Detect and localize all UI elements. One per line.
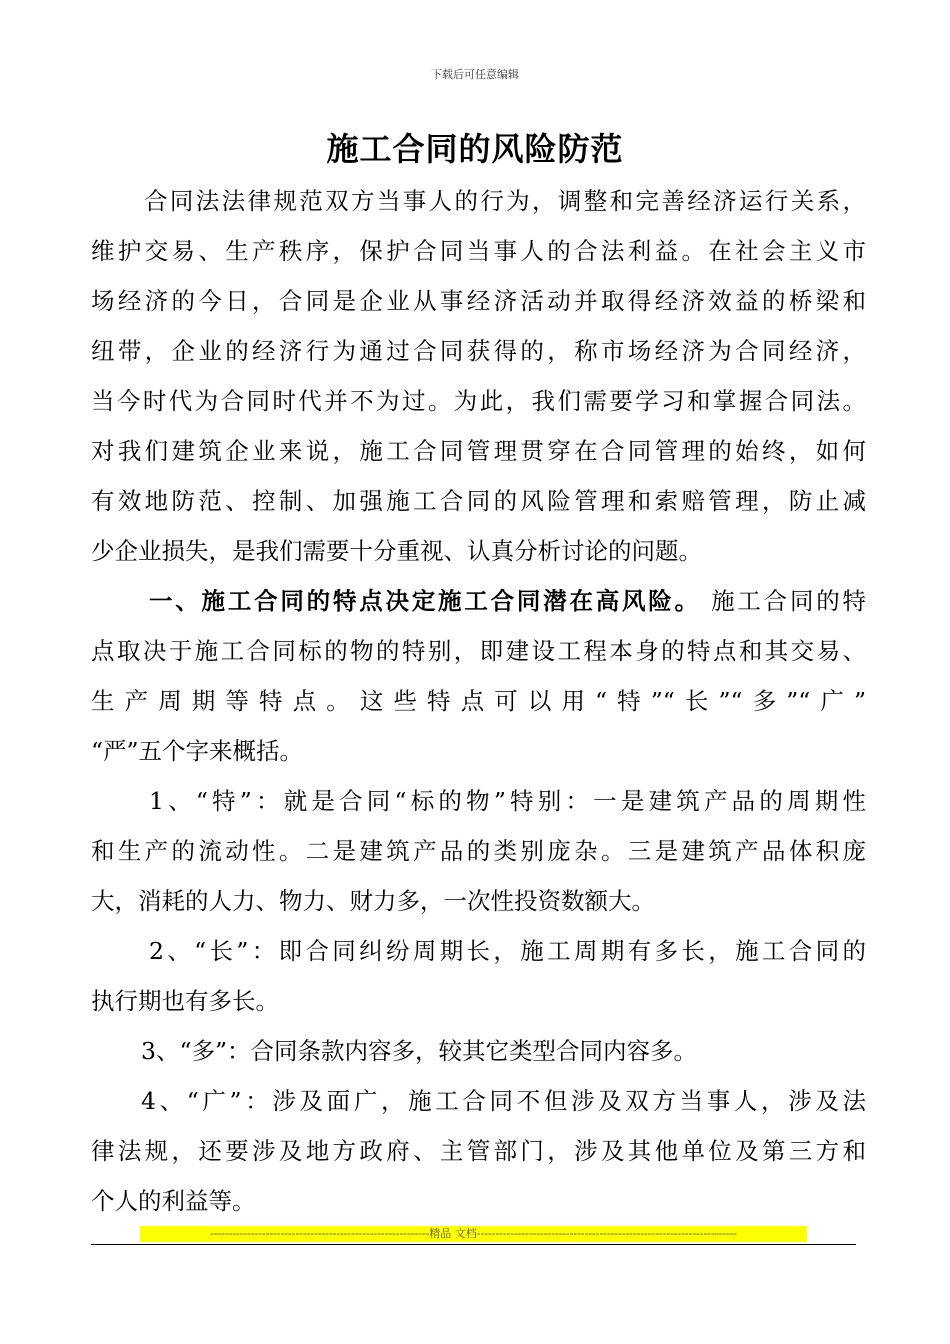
list-item-line: 2、“长”：即合同纠纷周期长，施工周期有多长，施工合同的 — [149, 937, 866, 965]
footer-highlight-bar — [140, 1226, 807, 1242]
footer-dashes-right: ---------------------------------------------------------------------- — [476, 1227, 737, 1240]
list-item-line: 执行期也有多长。 — [91, 987, 279, 1015]
footer-label: 精品 文档 — [429, 1227, 477, 1240]
paragraph-line: 合同法法律规范双方当事人的行为，调整和完善经济运行关系， — [144, 187, 866, 215]
section-heading: 一、施工合同的特点决定施工合同潜在高风险。 — [149, 587, 701, 615]
paragraph-line: 场经济的今日，合同是企业从事经济活动并取得经济效益的桥梁和 — [91, 287, 866, 315]
footer-rule — [91, 1244, 856, 1245]
paragraph-line: 对我们建筑企业来说，施工合同管理贯穿在合同管理的始终，如何 — [91, 437, 866, 465]
section-heading-line — [91, 576, 866, 626]
section-heading-tail: 施工合同的特 — [711, 587, 867, 615]
list-item-line: 律法规，还要涉及地方政府、主管部门，涉及其他单位及第三方和 — [91, 1137, 866, 1165]
paragraph-line: 点取决于施工合同标的物的特别，即建设工程本身的特点和其交易、 — [91, 637, 866, 665]
paragraph-line: 维护交易、生产秩序，保护合同当事人的合法利益。在社会主义市 — [91, 237, 866, 265]
paragraph-line: 少企业损失，是我们需要十分重视、认真分析讨论的问题。 — [91, 537, 702, 565]
paragraph-line: 生产周期等特点。这些特点可以用“特”“长”“多”“广” — [91, 687, 866, 715]
list-item-line: 个人的利益等。 — [91, 1187, 256, 1215]
paragraph-line: 纽带，企业的经济行为通过合同获得的，称市场经济为合同经济， — [91, 337, 866, 365]
paragraph-line: 有效地防范、控制、加强施工合同的风险管理和索赔管理，防止减 — [91, 487, 866, 515]
document-title: 施工合同的风险防范 — [326, 130, 624, 168]
list-item-line: 大，消耗的人力、物力、财力多，一次性投资数额大。 — [91, 887, 655, 915]
paragraph-line: 当今时代为合同时代并不为过。为此，我们需要学习和掌握合同法。 — [91, 387, 866, 415]
list-item-line: 3、“多”：合同条款内容多，较其它类型合同内容多。 — [141, 1037, 697, 1065]
list-item-line: 1、“特”：就是合同“标的物”特别：一是建筑产品的周期性 — [149, 787, 866, 815]
header-note: 下载后可任意编辑 — [431, 68, 519, 81]
list-item-line: 和生产的流动性。二是建筑产品的类别庞杂。三是建筑产品体积庞 — [91, 837, 866, 865]
list-item-line: 4、“广”：涉及面广，施工合同不但涉及双方当事人，涉及法 — [141, 1087, 866, 1115]
paragraph-line: “严”五个字来概括。 — [91, 737, 304, 765]
footer-dashes-left: ----------------------------------------------------------- — [210, 1227, 430, 1240]
document-body — [91, 176, 866, 1226]
